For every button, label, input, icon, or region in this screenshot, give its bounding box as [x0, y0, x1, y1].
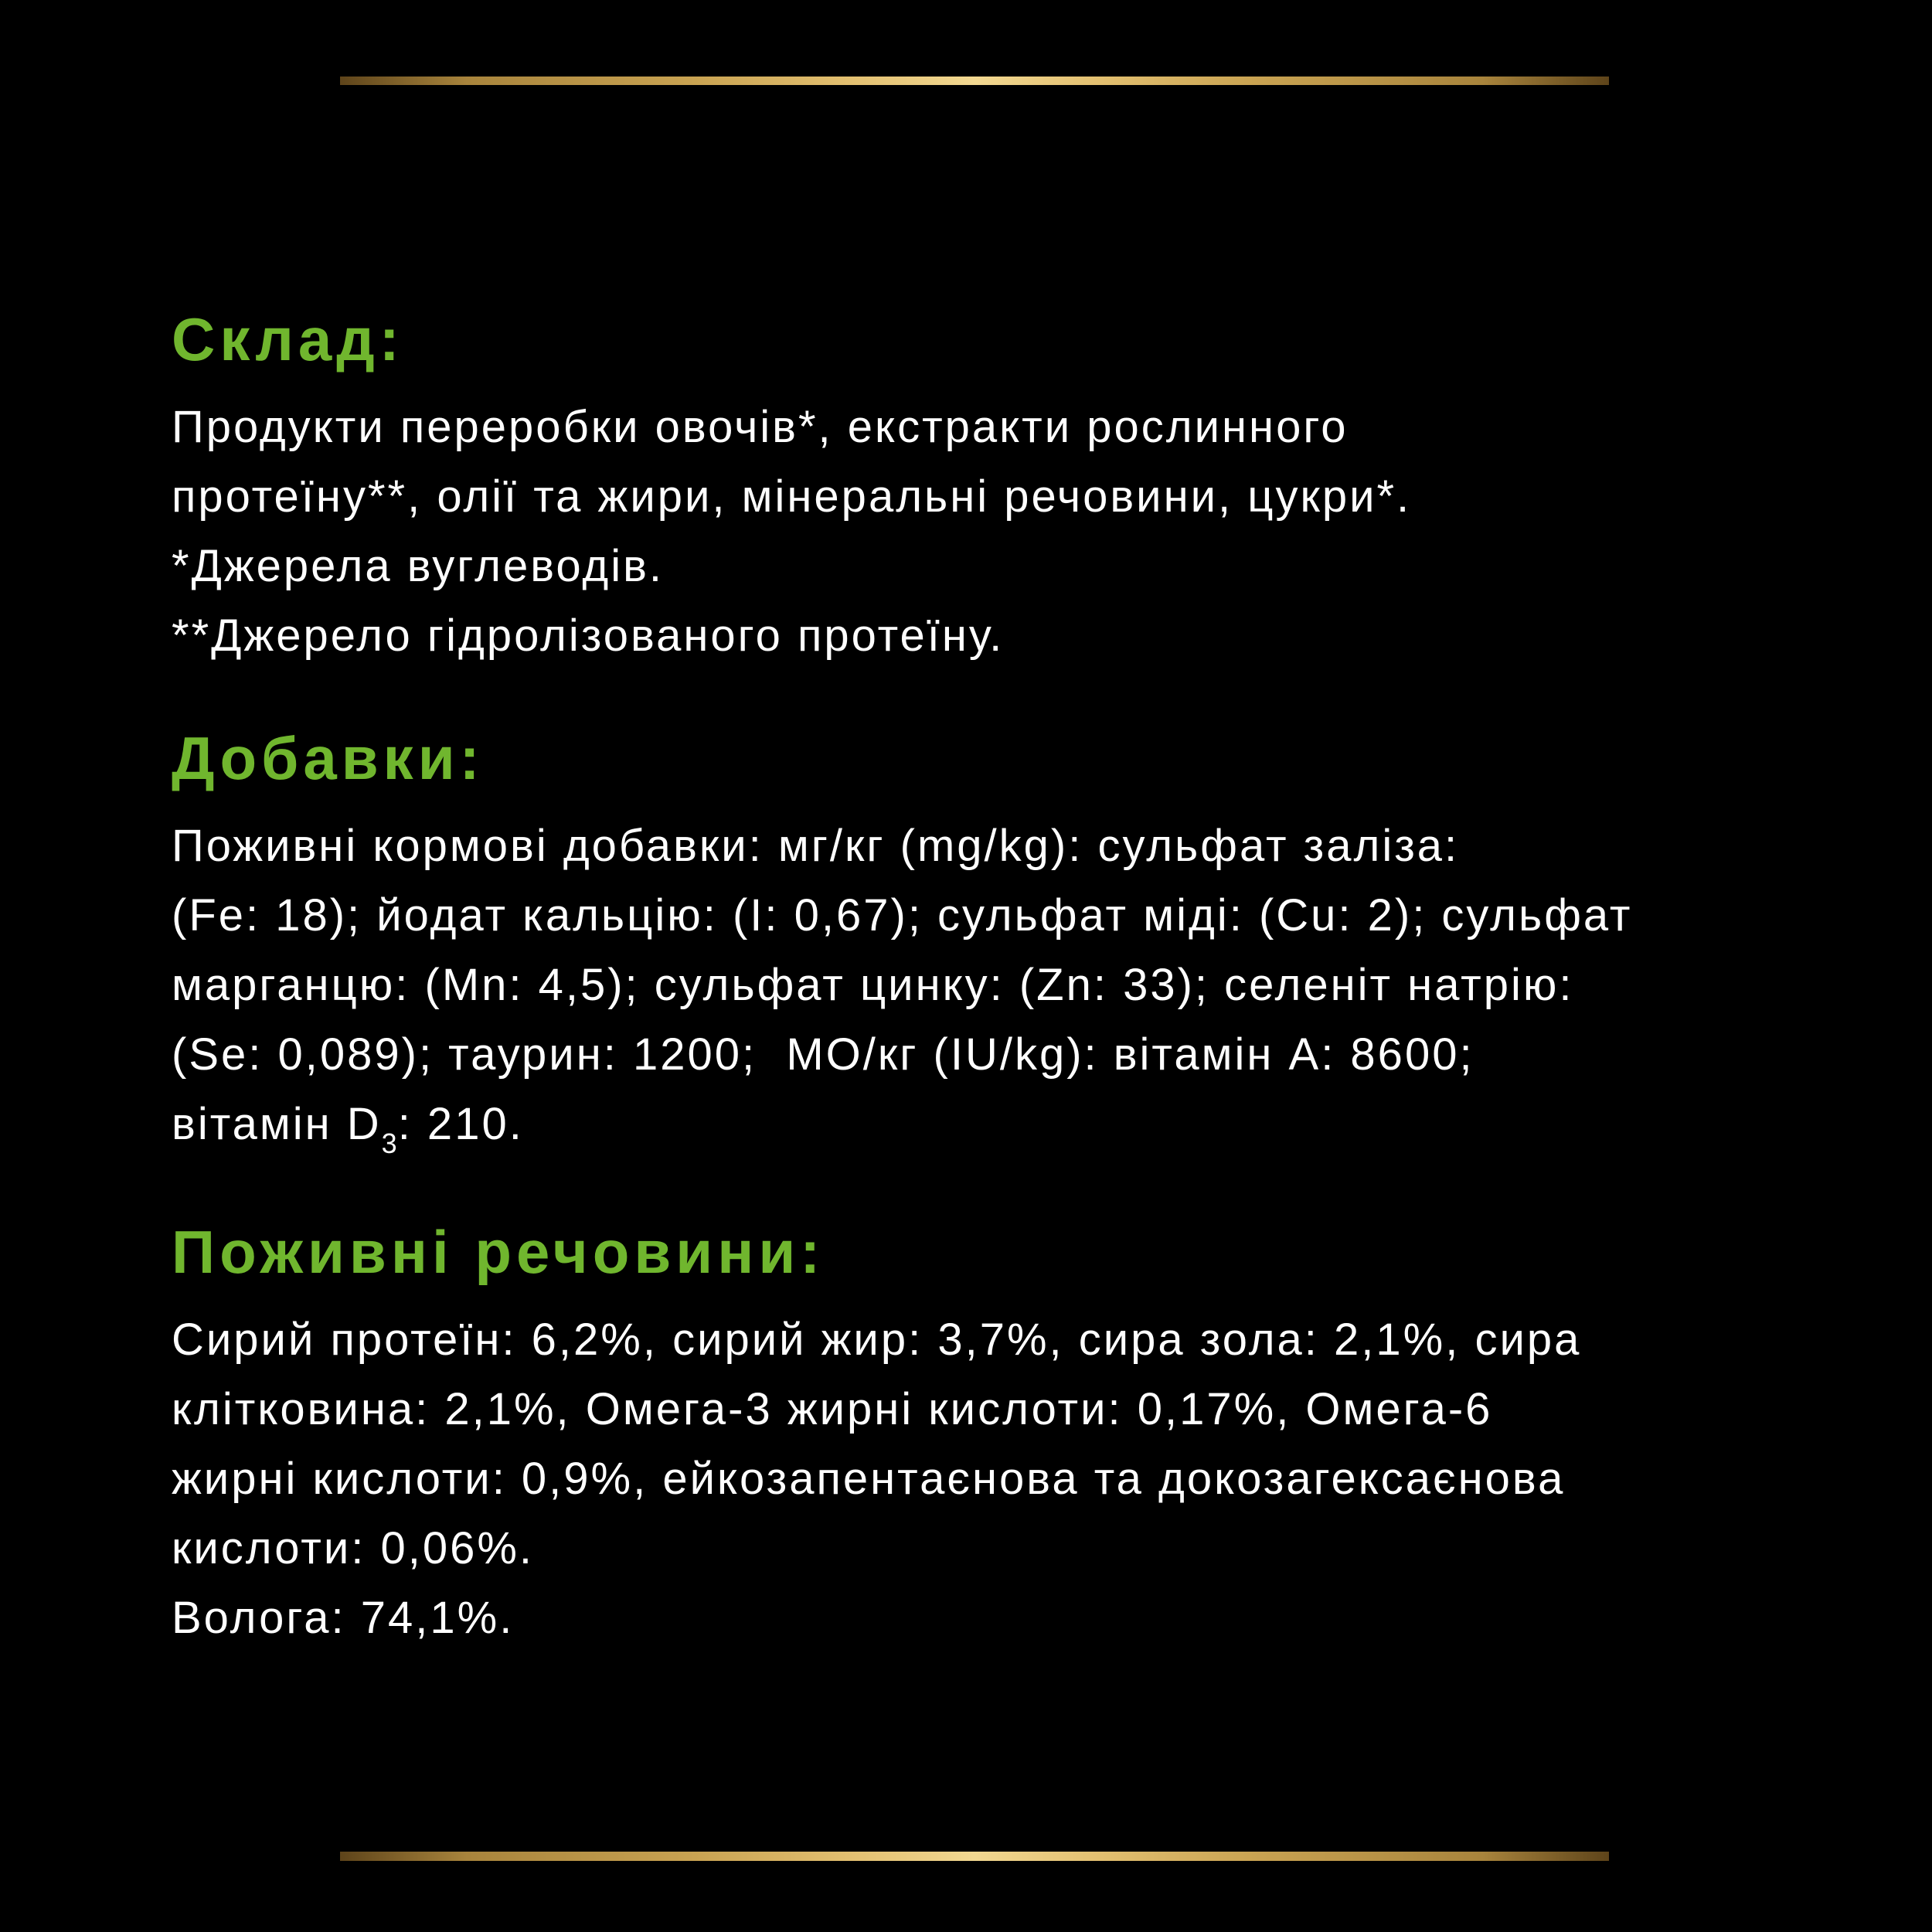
moisture-line: Волога: 74,1%.	[172, 1593, 515, 1643]
vitamin-d3-suffix: : 210.	[397, 1099, 524, 1149]
additives-heading: Добавки:	[172, 724, 485, 792]
additives-line: (Se: 0,089); таурин: 1200; МО/кг (IU/kg): вітамін A: 8600;	[172, 1029, 1475, 1080]
additives-line: (Fe: 18); йодат кальцію: (І: 0,67); сульфат міді: (Cu: 2); сульфат	[172, 890, 1633, 940]
nutrients-heading: Поживні речовини:	[172, 1218, 825, 1286]
composition-line: Продукти переробки овочів*, екстракти рослинного	[172, 402, 1349, 452]
composition-heading: Склад:	[172, 305, 404, 373]
vitamin-d3-subscript: 3	[381, 1128, 398, 1159]
composition-footnote-protein: **Джерело гідролізованого протеїну.	[172, 611, 1005, 661]
section-composition	[172, 305, 1932, 671]
additives-line: Поживні кормові добавки: мг/кг (mg/kg): сульфат заліза:	[172, 821, 1460, 871]
nutrients-line: кислоти: 0,06%.	[172, 1523, 535, 1573]
composition-footnote-carbohydrates: *Джерела вуглеводів.	[172, 541, 665, 591]
section-additives	[172, 726, 1932, 1165]
section-nutrients	[172, 1220, 1932, 1653]
label-content	[172, 305, 1932, 1709]
top-gold-divider	[340, 77, 1609, 85]
nutrients-line: клітковина: 2,1%, Омега-3 жирні кислоти: 0,17%, Омега-6	[172, 1384, 1493, 1434]
nutrients-line: Сирий протеїн: 6,2%, сирий жир: 3,7%, сира зола: 2,1%, сира	[172, 1315, 1582, 1365]
nutrients-line: жирні кислоти: 0,9%, ейкозапентаєнова та докозагексаєнова	[172, 1454, 1566, 1504]
vitamin-d3-prefix: вітамін D	[172, 1099, 382, 1149]
additives-line: марганцю: (Mn: 4,5); сульфат цинку: (Zn: 33); селеніт натрію:	[172, 960, 1574, 1010]
vitamin-d3-line	[172, 1090, 1932, 1165]
bottom-gold-divider	[340, 1852, 1609, 1861]
composition-line: протеїну**, олії та жири, мінеральні речовини, цукри*.	[172, 471, 1412, 522]
